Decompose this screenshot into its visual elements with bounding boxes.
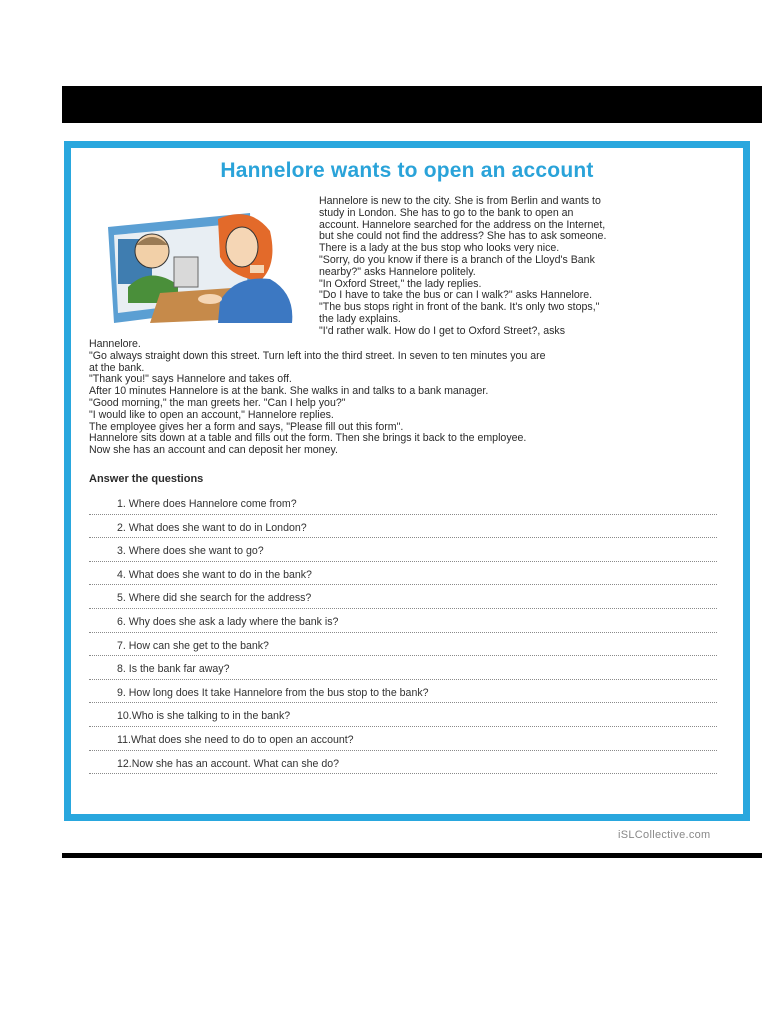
answer-line[interactable] xyxy=(89,608,717,609)
answer-line[interactable] xyxy=(89,537,717,538)
answer-line[interactable] xyxy=(89,750,717,751)
question-text: 10.Who is she talking to in the bank? xyxy=(117,710,291,723)
story-line: "Go always straight down this street. Turn left into the third street. In seven to ten minutes you are xyxy=(89,349,546,362)
answer-line[interactable] xyxy=(89,655,717,656)
question-text: 3. Where does she want to go? xyxy=(117,545,264,558)
answer-line[interactable] xyxy=(89,726,717,727)
question-item xyxy=(89,588,717,612)
story-line: but she could not find the address? She has to ask someone. xyxy=(319,230,607,243)
questions-heading: Answer the questions xyxy=(89,473,204,485)
story-line: Now she has an account and can deposit her money. xyxy=(89,444,338,457)
question-item xyxy=(89,494,717,518)
story-line: The employee gives her a form and says, "Please fill out this form". xyxy=(89,420,404,433)
question-item xyxy=(89,612,717,636)
worksheet-frame xyxy=(64,141,750,821)
bottom-black-rule xyxy=(62,853,762,858)
story-line: "Sorry, do you know if there is a branch of the Lloyd's Bank xyxy=(319,253,595,266)
story-line: "Good morning," the man greets her. "Can I help you?" xyxy=(89,396,346,409)
story-line: account. Hannelore searched for the address on the Internet, xyxy=(319,218,606,231)
question-text: 12.Now she has an account. What can she do? xyxy=(117,757,340,770)
story-line: Hannelore is new to the city. She is from Berlin and wants to xyxy=(319,195,601,207)
story-line: "Do I have to take the bus or can I walk?" asks Hannelore. xyxy=(319,289,593,302)
story-line: "The bus stops right in front of the bank. It's only two stops," xyxy=(319,301,600,314)
question-text: 8. Is the bank far away? xyxy=(117,663,230,676)
question-text: 7. How can she get to the bank? xyxy=(117,639,269,652)
top-black-bar xyxy=(62,86,762,123)
question-item xyxy=(89,659,717,683)
question-item xyxy=(89,730,717,754)
question-item xyxy=(89,636,717,660)
story-line: "I would like to open an account," Hannelore replies. xyxy=(89,408,334,421)
question-text: 6. Why does she ask a lady where the bank is? xyxy=(117,615,339,628)
question-text: 1. Where does Hannelore come from? xyxy=(117,498,297,510)
story-text-full-width xyxy=(89,339,546,457)
story-line: at the bank. xyxy=(89,361,145,374)
story-line: There is a lady at the bus stop who looks very nice. xyxy=(319,242,560,255)
question-list xyxy=(89,494,717,777)
story-line: Hannelore sits down at a table and fills out the form. Then she brings it back to the employee. xyxy=(89,432,527,445)
question-item xyxy=(89,541,717,565)
question-text: 5. Where did she search for the address? xyxy=(117,592,312,605)
question-text: 2. What does she want to do in London? xyxy=(117,521,307,534)
answer-line[interactable] xyxy=(89,632,717,633)
worksheet-title: Hannelore wants to open an account xyxy=(220,159,594,182)
answer-line[interactable] xyxy=(89,679,717,680)
story-line: "I'd rather walk. How do I get to Oxford Street?, asks xyxy=(319,324,566,337)
story-line: the lady explains. xyxy=(319,312,401,325)
story-line: nearby?" asks Hannelore politely. xyxy=(319,265,476,278)
islcollective-credit: iSLCollective.com xyxy=(618,829,711,841)
question-text: 4. What does she want to do in the bank? xyxy=(117,568,312,581)
answer-line[interactable] xyxy=(89,702,717,703)
question-item xyxy=(89,565,717,589)
story-line: Hannelore. xyxy=(89,338,141,350)
story-line: After 10 minutes Hannelore is at the bank. She walks in and talks to a bank manager. xyxy=(89,385,489,398)
answer-line[interactable] xyxy=(89,584,717,585)
question-text: 9. How long does It take Hannelore from the bus stop to the bank? xyxy=(117,686,429,699)
question-item xyxy=(89,706,717,730)
question-text: 11.What does she need to do to open an account? xyxy=(117,733,354,746)
question-item xyxy=(89,518,717,542)
answer-line[interactable] xyxy=(89,514,717,515)
answer-line[interactable] xyxy=(89,773,717,774)
story-line: study in London. She has to go to the bank to open an xyxy=(319,206,574,219)
question-item xyxy=(89,683,717,707)
story-line: "Thank you!" says Hannelore and takes off. xyxy=(89,373,292,386)
answer-line[interactable] xyxy=(89,561,717,562)
story-line: "In Oxford Street," the lady replies. xyxy=(319,277,482,290)
question-item xyxy=(89,754,717,778)
bank-scene-illustration xyxy=(100,205,310,330)
story-text-beside-image xyxy=(319,196,606,338)
